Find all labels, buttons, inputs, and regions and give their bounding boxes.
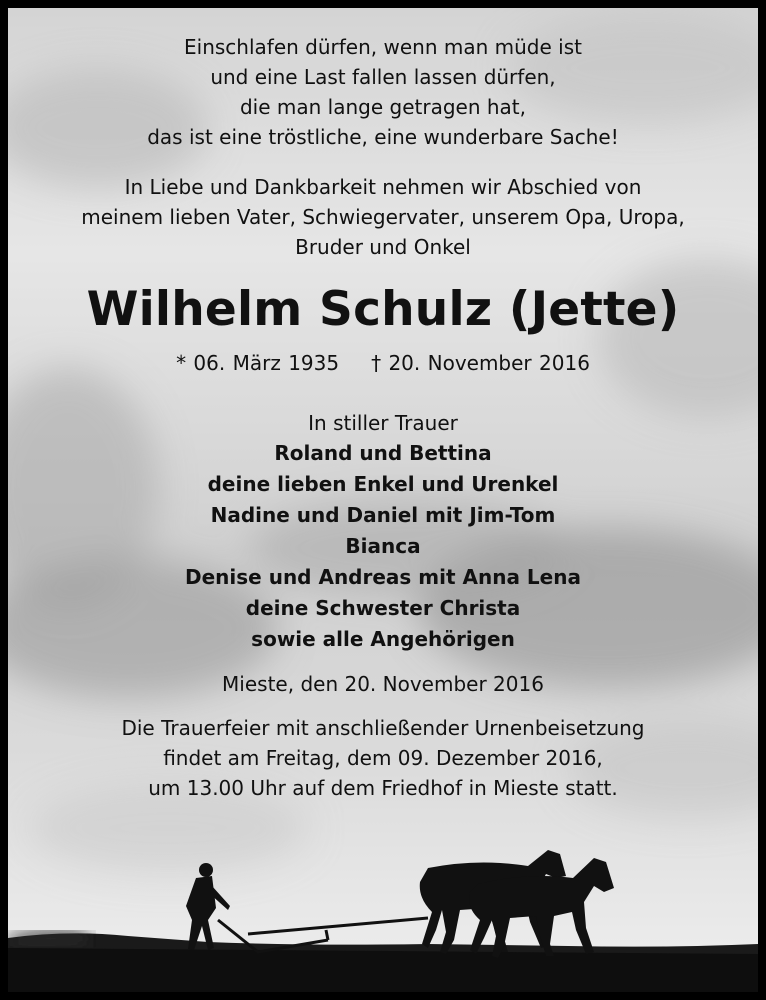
life-dates xyxy=(8,348,758,378)
mourner: Denise und Andreas mit Anna Lena xyxy=(185,565,581,589)
funeral-line: Die Trauerfeier mit anschließender Urnenbeisetzung xyxy=(121,716,645,740)
funeral-line: um 13.00 Uhr auf dem Friedhof in Mieste statt. xyxy=(148,776,618,800)
place-date: Mieste, den 20. November 2016 xyxy=(222,672,544,696)
mourner: Bianca xyxy=(345,534,421,558)
birth-date: * 06. März 1935 xyxy=(176,351,340,375)
obituary-text xyxy=(8,8,758,803)
poem-line: und eine Last fallen lassen dürfen, xyxy=(210,65,556,89)
poem-line: die man lange getragen hat, xyxy=(239,95,526,119)
death-date: † 20. November 2016 xyxy=(371,351,590,375)
intro-line: Bruder und Onkel xyxy=(295,235,471,259)
mourner: Roland und Bettina xyxy=(274,441,492,465)
funeral-line: findet am Freitag, dem 09. Dezember 2016, xyxy=(163,746,603,770)
mourner: deine lieben Enkel und Urenkel xyxy=(207,472,559,496)
mourner: deine Schwester Christa xyxy=(245,596,521,620)
intro-line: meinem lieben Vater, Schwiegervater, unserem Opa, Uropa, xyxy=(81,205,685,229)
mourning-heading: In stiller Trauer xyxy=(308,411,458,435)
poem-line: Einschlafen dürfen, wenn man müde ist xyxy=(184,35,582,59)
farewell-intro xyxy=(8,172,758,262)
funeral-notice xyxy=(8,713,758,803)
mourner: Nadine und Daniel mit Jim-Tom xyxy=(210,503,556,527)
poem xyxy=(8,32,758,152)
mourner: sowie alle Angehörigen xyxy=(251,627,515,651)
poem-line: das ist eine tröstliche, eine wunderbare Sache! xyxy=(147,125,619,149)
mourners-list xyxy=(8,438,758,655)
intro-line: In Liebe und Dankbarkeit nehmen wir Abschied von xyxy=(124,175,642,199)
deceased-name: Wilhelm Schulz (Jette) xyxy=(86,282,680,337)
